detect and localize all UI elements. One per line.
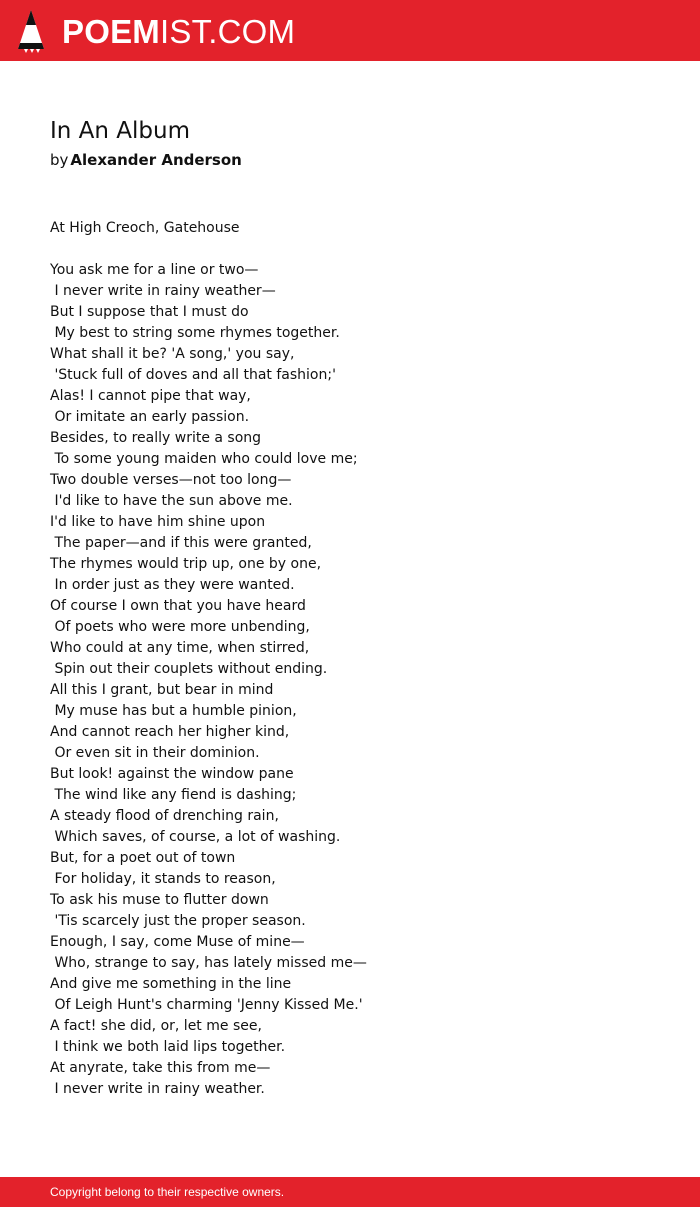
poem-line: 'Tis scarcely just the proper season. [50, 913, 306, 929]
poem-line: Two double verses—not too long— [50, 472, 292, 488]
poem-line: To ask his muse to flutter down [50, 892, 269, 908]
poem-line: I think we both laid lips together. [50, 1039, 286, 1055]
poem-line: I'd like to have him shine upon [50, 514, 266, 530]
poem-line: Of Leigh Hunt's charming 'Jenny Kissed Me.' [50, 997, 363, 1013]
site-footer [0, 1177, 700, 1207]
poem-line: All this I grant, but bear in mind [50, 682, 274, 698]
poem-title: In An Album [50, 118, 190, 144]
poem-line: Or even sit in their dominion. [50, 745, 260, 761]
poem-line: Alas! I cannot pipe that way, [50, 388, 251, 404]
poem-body [50, 218, 660, 1100]
poem-line: I never write in rainy weather. [50, 1081, 265, 1097]
poem-line: My best to string some rhymes together. [50, 325, 340, 341]
poem-line: Of course I own that you have heard [50, 598, 306, 614]
site-brand [62, 12, 296, 50]
poem-line: But I suppose that I must do [50, 304, 249, 320]
poem-line: Who could at any time, when stirred, [50, 640, 310, 656]
poem-line: The wind like any fiend is dashing; [50, 787, 297, 803]
poem-line: And give me something in the line [50, 976, 292, 992]
poem-line: To some young maiden who could love me; [50, 451, 358, 467]
poem-line: At anyrate, take this from me— [50, 1060, 271, 1076]
brand-light-text: IST.COM [159, 12, 296, 50]
footer-copyright: Copyright belong to their respective owners. [50, 1185, 285, 1199]
poem-line: But look! against the window pane [50, 766, 294, 782]
poem-line: Of poets who were more unbending, [50, 619, 310, 635]
poem-line: The paper—and if this were granted, [50, 535, 312, 551]
home-logo-link[interactable] [16, 8, 295, 54]
poem-line: A fact! she did, or, let me see, [50, 1018, 262, 1034]
poem-line: Enough, I say, come Muse of mine— [50, 934, 305, 950]
poem-author: Alexander Anderson [70, 151, 242, 169]
poem-line: What shall it be? 'A song,' you say, [50, 346, 295, 362]
poem-lines [50, 260, 660, 1100]
poem-line: Who, strange to say, has lately missed me— [50, 955, 367, 971]
poem-line: Spin out their couplets without ending. [50, 661, 328, 677]
poem-line: Besides, to really write a song [50, 430, 262, 446]
poem-line: In order just as they were wanted. [50, 577, 295, 593]
poem-line: You ask me for a line or two— [50, 262, 259, 278]
poem-line: A steady flood of drenching rain, [50, 808, 279, 824]
poem-byline [50, 150, 660, 170]
poem-line: For holiday, it stands to reason, [50, 871, 276, 887]
pencil-tip-icon [16, 9, 46, 53]
poem-header [50, 116, 660, 170]
poem-line: The rhymes would trip up, one by one, [50, 556, 322, 572]
poem-subtitle: At High Creoch, Gatehouse [50, 220, 240, 236]
site-header [0, 0, 700, 61]
poem-line: I'd like to have the sun above me. [50, 493, 293, 509]
poem-line: And cannot reach her higher kind, [50, 724, 290, 740]
poem-line: But, for a poet out of town [50, 850, 236, 866]
poem-line: I never write in rainy weather— [50, 283, 276, 299]
brand-strong-text: POEM [62, 12, 160, 50]
poem-line: 'Stuck full of doves and all that fashion;' [50, 367, 336, 383]
byline-prefix: by [50, 151, 69, 169]
poem-line: Or imitate an early passion. [50, 409, 250, 425]
poem-line: Which saves, of course, a lot of washing. [50, 829, 341, 845]
poem-line: My muse has but a humble pinion, [50, 703, 297, 719]
